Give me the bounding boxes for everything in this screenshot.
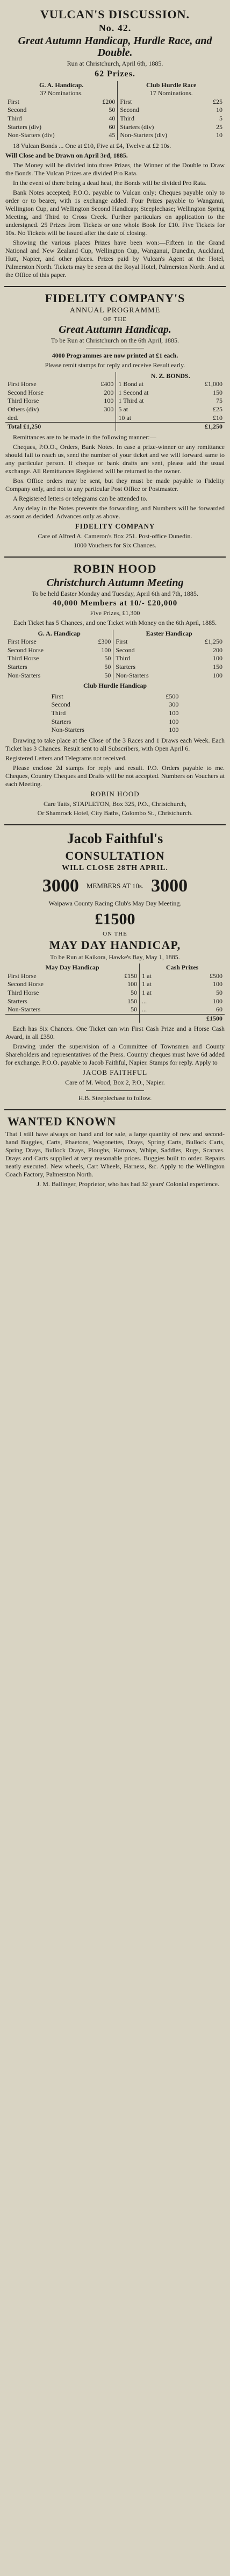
robin-paragraph: Drawing to take place at the Close of the 3 Races and 1 Draws each Week. Each Ticket has 3 Chances. Result sent to all Subscribers, with Open April 6. bbox=[5, 736, 225, 752]
fidelity-paragraph: Cheques, P.O.O., Orders, Bank Notes. In case a prize-winner or any remittance should fail to reach us, send the number of your ticket and we will forward same to any particular person. If cheque or bank drafts are sent, please add the usual exchange. All Remittances Registered will be returned to the owner. bbox=[5, 443, 225, 475]
vulcan-prizes-line: 62 Prizes. bbox=[95, 69, 135, 79]
table-cell: 100 bbox=[104, 397, 114, 405]
table-cell: Third bbox=[118, 115, 202, 123]
table-cell: 50 bbox=[104, 654, 111, 662]
table-cell: 100 bbox=[213, 654, 222, 662]
wanted-signature: J. M. Ballinger, Proprietor, who has had 32 years' Colonial experience. bbox=[37, 1180, 219, 1188]
table-cell: 25 bbox=[216, 123, 222, 131]
table-cell: First bbox=[118, 98, 202, 106]
table-cell: Second Horse bbox=[8, 646, 44, 654]
fidelity-paragraph: A Registered letters or telegrams can be attended to. bbox=[13, 494, 148, 502]
jacob-members-right: 3000 bbox=[151, 875, 188, 896]
table-cell: £150 bbox=[124, 972, 138, 980]
table-cell: 75 bbox=[216, 397, 222, 405]
robin-col-heading: Easter Handicap bbox=[113, 630, 225, 638]
fidelity-paragraph: Remittances are to be made in the following manner:— bbox=[13, 433, 156, 441]
table-cell: £400 bbox=[100, 380, 114, 388]
vulcan-col-sub: 3? Nominations. bbox=[40, 89, 83, 97]
fidelity-col-heading: N. Z. BONDS. bbox=[116, 372, 225, 381]
table-cell: 150 bbox=[213, 663, 222, 671]
table-cell: Second bbox=[51, 701, 70, 709]
robin-members: 40,000 Members at 10/- £20,000 bbox=[52, 599, 178, 608]
jacob-prize-table bbox=[5, 964, 225, 1023]
fidelity-remit: Please remit stamps for reply and receive Result early. bbox=[45, 361, 185, 369]
table-cell: First bbox=[113, 638, 184, 646]
robin-col-heading: G. A. Handicap bbox=[38, 629, 81, 637]
table-cell: 1 at bbox=[140, 972, 178, 981]
table-cell: 5 bbox=[219, 114, 222, 122]
table-cell bbox=[5, 1014, 140, 1023]
table-cell: 1 at bbox=[140, 980, 178, 989]
vulcan-col-heading: Club Hurdle Race bbox=[118, 81, 225, 90]
fidelity-programmes: 4000 Programmes are now printed at £1 each. bbox=[52, 352, 178, 360]
jacob-paragraph: Drawing under the supervision of a Committee of Townsmen and County Shareholders and representatives of the Press. Country cheques must have 6d added for exchange. P.O.O. payable to Jacob Faithful, Napier. Stamps for reply. Apply to bbox=[5, 1043, 225, 1067]
table-cell: Starters bbox=[8, 663, 27, 671]
fidelity-total-right: £1,250 bbox=[116, 423, 225, 431]
table-cell: ded. bbox=[8, 413, 19, 422]
vulcan-subtitle: Great Autumn Handicap, Hurdle Race, and Double. bbox=[18, 35, 212, 59]
fidelity-signature-care: Care of Alfred A. Cameron's Box 251. Post-office Dunedin. bbox=[38, 532, 192, 540]
table-cell: Starters (div) bbox=[8, 123, 41, 131]
fidelity-paragraph: Any delay in the Notes prevents the forwarding, and Numbers will be forwarded as soon as decided. Advances only as above. bbox=[5, 504, 225, 520]
jacob-title: Jacob Faithful's bbox=[67, 830, 163, 846]
table-cell: £25 bbox=[213, 405, 222, 413]
table-cell: 10 bbox=[216, 131, 222, 139]
table-cell: First Horse bbox=[8, 380, 37, 388]
table-cell: 5 at bbox=[116, 405, 183, 414]
divider bbox=[86, 1090, 144, 1091]
table-cell: 50 bbox=[109, 106, 116, 114]
robin-subtitle: Christchurch Autumn Meeting bbox=[46, 576, 184, 589]
table-cell: 10 bbox=[216, 106, 222, 114]
vulcan-advert bbox=[4, 3, 226, 287]
table-cell: £200 bbox=[102, 97, 116, 105]
robin-signature-care2: Or Shamrock Hotel, City Baths, Colombo St., Christchurch. bbox=[37, 809, 193, 817]
fidelity-title: FIDELITY COMPANY'S bbox=[45, 291, 185, 305]
table-cell: Non-Starters bbox=[113, 672, 184, 680]
vulcan-paragraph: The Money will be divided into three Prizes, the Winner of the Double to Draw the Bonds. The Vulcan Prizes are divided Pro Rata. bbox=[5, 161, 225, 177]
robin-signature: ROBIN HOOD bbox=[90, 789, 140, 798]
table-cell: 10 at bbox=[116, 414, 183, 423]
jacob-col-heading: May Day Handicap bbox=[45, 964, 99, 972]
table-cell: £10 bbox=[213, 413, 222, 422]
table-cell: Second bbox=[118, 106, 202, 115]
vulcan-paragraph: Bank Notes accepted; P.O.O. payable to Vulcan only; Cheques payable only to order or to bearer, with 1s exchange added. Four Prizes payable to Wanganui, Wellington Cup, and Wellington Second Handicap; Steeplechase; Wellington Spring Meeting, and Third to Cross Creek. Further particulars on application to the undersigned. 25 Prizes from Tickets or one whole Book for £10. Five Tickets for 10s. No Tickets will be issued after the date of closing. bbox=[5, 188, 225, 237]
table-cell: 100 bbox=[213, 997, 222, 1005]
table-cell: £300 bbox=[98, 638, 111, 646]
table-cell: 200 bbox=[104, 388, 114, 396]
jacob-signature-care: Care of M. Wood, Box 2, P.O., Napier. bbox=[65, 1079, 165, 1087]
table-cell: 50 bbox=[104, 663, 111, 671]
table-cell: 60 bbox=[109, 123, 116, 131]
vulcan-col-heading: G. A. Handicap. bbox=[39, 81, 84, 89]
jacob-event: MAY DAY HANDICAP, bbox=[49, 938, 181, 952]
fidelity-event: Great Autumn Handicap. bbox=[59, 323, 171, 336]
table-cell bbox=[83, 414, 116, 423]
table-cell: Third Horse bbox=[8, 654, 39, 662]
vulcan-col-sub: 17 Nominations. bbox=[118, 89, 225, 98]
table-cell: Starters bbox=[51, 717, 71, 725]
table-cell: Non-Starters bbox=[8, 1005, 41, 1014]
vulcan-prize-table bbox=[5, 81, 225, 140]
jacob-of-the: ON THE bbox=[103, 930, 127, 937]
robin-hurdle-heading: Club Hurdle Handicap bbox=[83, 682, 147, 690]
vulcan-paragraph: Will Close and be Drawn on April 3rd, 1885. bbox=[5, 151, 128, 159]
table-cell: Second bbox=[113, 646, 184, 655]
table-cell: 150 bbox=[127, 997, 138, 1005]
jacob-club-line: Waipawa County Racing Club's May Day Meeting. bbox=[48, 899, 182, 907]
table-cell: Non-Starters (div) bbox=[118, 131, 202, 140]
table-cell: Third bbox=[8, 114, 22, 122]
fidelity-prize-table bbox=[5, 372, 225, 431]
table-cell: ... bbox=[140, 997, 178, 1006]
table-cell: Others (div) bbox=[8, 405, 39, 413]
table-cell: £1,250 bbox=[205, 638, 222, 646]
vulcan-title: VULCAN'S DISCUSSION. bbox=[40, 8, 190, 21]
table-cell: First Horse bbox=[8, 638, 37, 646]
table-cell: Starters bbox=[8, 997, 27, 1005]
table-cell: £25 bbox=[213, 97, 222, 105]
table-cell: Starters (div) bbox=[118, 123, 202, 132]
jacob-run-line: To be Run at Kaikora, Hawke's Bay, May 1, 1885. bbox=[50, 953, 180, 961]
robin-each-ticket: Each Ticket has 5 Chances, and one Ticket with Money on the 6th April, 1885. bbox=[13, 619, 217, 627]
jacob-col-heading: Cash Prizes bbox=[140, 964, 225, 972]
fidelity-paragraph: Box Office orders may be sent, but they must be made payable to Fidelity Company only, and not to any particular Post Office or Postmaster. bbox=[5, 476, 225, 493]
table-cell: £500 bbox=[210, 972, 222, 980]
table-cell: 60 bbox=[216, 1005, 222, 1014]
robin-hurdle-table bbox=[49, 693, 181, 734]
table-cell: Second Horse bbox=[8, 980, 44, 988]
table-cell: 45 bbox=[109, 131, 116, 139]
robin-prizes: Five Prizes, £1,300 bbox=[90, 609, 140, 617]
table-cell: Third Horse bbox=[8, 397, 39, 405]
table-cell: 100 bbox=[101, 646, 111, 654]
table-cell: 50 bbox=[131, 988, 138, 996]
table-cell: 1 Third at bbox=[116, 397, 183, 405]
table-cell: £1,000 bbox=[205, 380, 222, 388]
table-cell: 1 Bond at bbox=[116, 380, 183, 389]
robin-signature-care: Care Tatts, STAPLETON, Box 325, P.O., Christchurch, bbox=[43, 800, 187, 808]
jacob-close-line: WILL CLOSE 28TH APRIL. bbox=[62, 864, 168, 872]
robin-hood-advert bbox=[4, 558, 226, 825]
vulcan-paragraph: 18 Vulcan Bonds ... One at £10, Five at £4, Twelve at £2 10s. bbox=[13, 141, 171, 149]
fidelity-signature: FIDELITY COMPANY bbox=[75, 522, 155, 530]
table-cell: 100 bbox=[127, 980, 138, 988]
table-cell: 40 bbox=[109, 114, 116, 122]
wanted-body: That I still have always on hand and for sale, a large quantity of new and second-hand Buggies, Carts, Phaetons, Wagonettes, Drays, Spring Carts, Bullock Carts, Spring Drays, Bullock Drays, Ploughs, Harrows, Whips, Saddles, Rugs, Scarves. Drays and Carts supplied at very reasonable prices. Buggies built to order. Repairs neatly executed. New wheels, Cart Wheels, Harness, &c. Apply to the Wellington Coach Factory, Palmerston North. bbox=[5, 1130, 225, 1178]
fidelity-run-line: To be Run at Christchurch on the 6th April, 1885. bbox=[51, 336, 179, 344]
fidelity-total-left: Total £1,250 bbox=[5, 423, 116, 431]
wanted-title: WANTED KNOWN bbox=[8, 1114, 117, 1128]
jacob-faithful-advert bbox=[4, 825, 226, 1110]
table-cell: First bbox=[51, 692, 63, 700]
table-cell: Second bbox=[8, 106, 27, 114]
vulcan-paragraph: In the event of there being a dead heat, the Bonds will be divided Pro Rata. bbox=[13, 179, 207, 187]
robin-run-line: To be held Easter Monday and Tuesday, April 6th and 7th, 1885. bbox=[32, 589, 198, 597]
table-cell: Third Horse bbox=[8, 988, 39, 996]
table-cell: 1 at bbox=[140, 989, 178, 997]
table-cell: Starters bbox=[113, 663, 184, 672]
table-cell: 300 bbox=[169, 701, 179, 709]
robin-paragraph: Registered Letters and Telegrams not received. bbox=[5, 754, 127, 762]
jacob-total: £1500 bbox=[140, 1014, 225, 1023]
table-cell: Non-Starters bbox=[8, 671, 41, 679]
table-cell: 1 Second at bbox=[116, 389, 183, 397]
jacob-signature: JACOB FAITHFUL bbox=[82, 1068, 148, 1077]
table-cell: 50 bbox=[131, 1005, 138, 1014]
table-cell: First bbox=[8, 97, 20, 105]
robin-title: ROBIN HOOD bbox=[73, 561, 157, 575]
table-cell: 100 bbox=[213, 980, 222, 988]
jacob-members-row bbox=[5, 876, 225, 896]
fidelity-subtitle: ANNUAL PROGRAMME bbox=[69, 306, 161, 315]
table-cell: 200 bbox=[213, 646, 222, 654]
table-cell: 50 bbox=[104, 671, 111, 679]
vulcan-paragraph: Showing the various places Prizes have been won:—Fifteen in the Grand National and New Zealand Cup, Wellington Cup, Wanganui, Dunedin, Auckland, Hutt, Napier, and other places. Prizes paid by Vulcan's Agent at the Hotel, Palmerston North. Tickets may be seen at the Royal Hotel, Palmerston North. And at the Office of this paper. bbox=[5, 238, 225, 279]
table-cell: Third bbox=[113, 654, 184, 663]
jacob-hb-line: H.B. Steeplechase to follow. bbox=[78, 1094, 152, 1102]
table-cell: 100 bbox=[169, 717, 179, 725]
jacob-members-left: 3000 bbox=[42, 875, 79, 896]
robin-paragraph: Please enclose 2d stamps for reply and result. P.O. Orders payable to me. Cheques, Country Cheques and Drafts will be not accepted. Numbers on Vouchers at each Meeting. bbox=[5, 763, 225, 788]
jacob-paragraph: Each has Six Chances. One Ticket can win First Cash Prize and a Horse Cash Award, in all £350. bbox=[5, 1025, 225, 1041]
table-cell: Second Horse bbox=[8, 388, 44, 396]
table-cell: Third bbox=[51, 709, 66, 717]
table-cell: 300 bbox=[104, 405, 114, 413]
table-cell: £500 bbox=[166, 692, 179, 700]
vulcan-number: No. 42. bbox=[98, 23, 132, 33]
table-cell: 100 bbox=[169, 726, 179, 734]
fidelity-col-heading bbox=[5, 372, 116, 381]
table-cell: Non-Starters bbox=[51, 726, 84, 734]
fidelity-of-the: OF THE bbox=[103, 316, 127, 323]
table-cell: First Horse bbox=[8, 972, 37, 980]
fidelity-advert bbox=[4, 287, 226, 558]
table-cell: 100 bbox=[169, 709, 179, 717]
table-cell: Non-Starters (div) bbox=[8, 131, 55, 139]
table-cell: 50 bbox=[216, 988, 222, 996]
table-cell: 150 bbox=[213, 388, 222, 396]
table-cell: ... bbox=[140, 1005, 178, 1014]
jacob-prize: £1500 bbox=[95, 910, 135, 928]
wanted-known-advert bbox=[4, 1110, 226, 1195]
vulcan-run-line: Run at Christchurch, April 6th, 1885. bbox=[67, 60, 163, 67]
table-cell: 100 bbox=[213, 671, 222, 679]
jacob-members-mid: MEMBERS AT 10s. bbox=[86, 882, 144, 890]
robin-prize-table bbox=[5, 630, 225, 680]
jacob-subtitle: CONSULTATION bbox=[65, 848, 165, 862]
fidelity-tickets: 1000 Vouchers for Six Chances. bbox=[74, 541, 156, 550]
